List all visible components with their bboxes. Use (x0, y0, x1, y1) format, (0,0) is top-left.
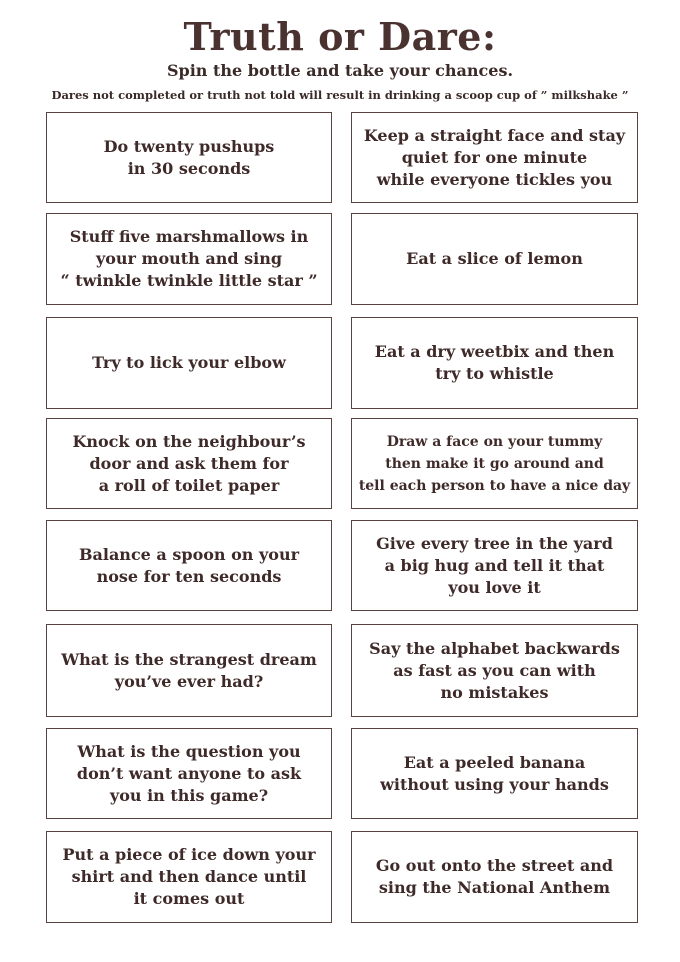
card-left-1: Do twenty pushups in 30 seconds (46, 112, 332, 203)
card-right-1: Keep a straight face and stay quiet for one minute while everyone tickles you (351, 112, 638, 203)
page-subtitle: Spin the bottle and take your chances. (166, 61, 514, 80)
card-right-3: Eat a dry weetbix and then try to whistle (351, 317, 638, 409)
card-right-4: Draw a face on your tummy then make it go around and tell each person to have a nice day (351, 418, 638, 509)
card-right-7: Eat a peeled banana without using your hands (351, 728, 638, 819)
card-left-2: Stuff five marshmallows in your mouth and sing “ twinkle twinkle little star ” (46, 213, 332, 305)
card-right-2: Eat a slice of lemon (351, 213, 638, 305)
card-right-5: Give every tree in the yard a big hug and tell it that you love it (351, 520, 638, 611)
card-left-5: Balance a spoon on your nose for ten seconds (46, 520, 332, 611)
penalty-rule: Dares not completed or truth not told will result in drinking a scoop cup of ” milkshake ” (51, 88, 629, 102)
card-left-3: Try to lick your elbow (46, 317, 332, 409)
card-right-6: Say the alphabet backwards as fast as you can with no mistakes (351, 624, 638, 717)
card-left-8: Put a piece of ice down your shirt and then dance until it comes out (46, 831, 332, 923)
card-left-6: What is the strangest dream you’ve ever had? (46, 624, 332, 717)
page-title: Truth or Dare: (183, 14, 497, 59)
card-right-8: Go out onto the street and sing the National Anthem (351, 831, 638, 923)
card-left-4: Knock on the neighbour’s door and ask them for a roll of toilet paper (46, 418, 332, 509)
card-left-7: What is the question you don’t want anyone to ask you in this game? (46, 728, 332, 819)
